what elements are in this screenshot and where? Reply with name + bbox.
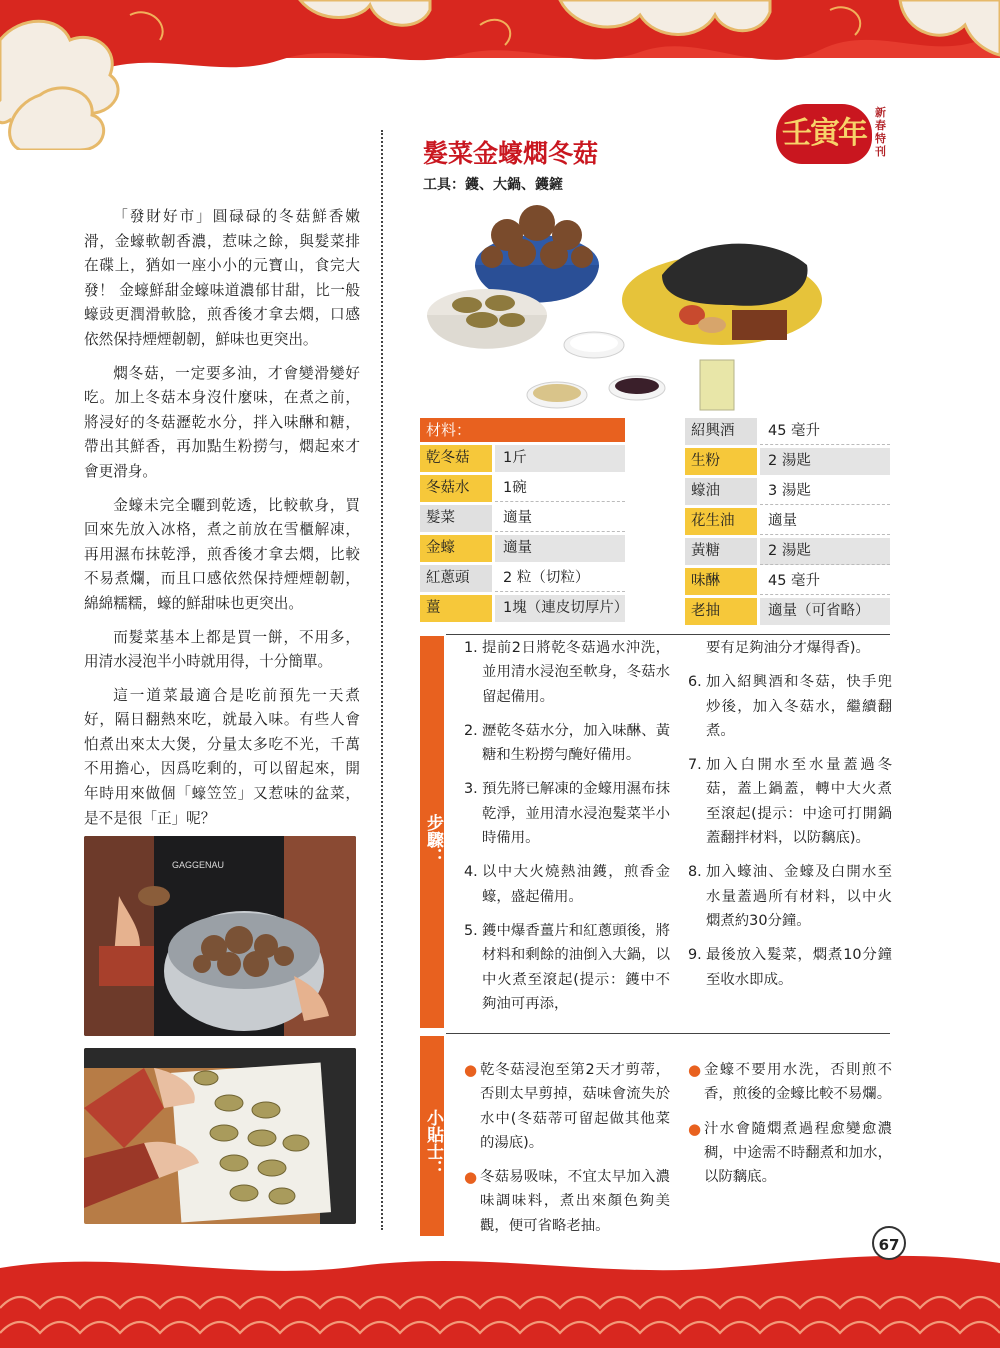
recipe-tools: 工具：鑊、大鍋、鑊鏟 — [423, 177, 563, 193]
page-number: 67 — [872, 1226, 906, 1260]
bullet-icon: ● — [464, 1168, 478, 1187]
step-number: 3. — [464, 781, 478, 798]
tip-text: 汁水會隨燜煮過程愈變愈濃稠，中途需不時翻煮和加水，以防黐底。 — [704, 1120, 892, 1186]
step-item — [688, 943, 892, 992]
ingredient-row — [685, 508, 890, 535]
ingredient-row — [420, 445, 625, 472]
tips-label: 小貼士： — [420, 1036, 444, 1236]
tip-item — [688, 1058, 892, 1107]
recipe-title: 髮菜金蠔燜冬菇 — [423, 139, 599, 168]
bullet-icon: ● — [688, 1119, 702, 1138]
ingredient-name: 金蠔 — [420, 535, 492, 562]
step-item — [688, 753, 892, 850]
ingredient-amount: 1斤 — [495, 445, 625, 472]
ingredient-amount: 適量 — [495, 505, 625, 532]
ingredient-name: 味醂 — [685, 568, 757, 595]
ingredient-amount: 1塊（連皮切厚片） — [495, 595, 625, 622]
ingredient-row — [420, 565, 625, 592]
ingredient-row — [420, 505, 625, 532]
step-item — [464, 777, 670, 850]
intro-paragraph: 這一道菜最適合是吃前預先一天煮好，隔日翻熱來吃，就最入味。有些人會怕煮出來太大煲，分量太多吃不光，千萬不用擔心，因爲吃剩的，可以留起來，開年時用來做個「蠔笠笠」又惹味的盆菜，是不是很「正」呢？ — [84, 686, 360, 827]
step-number: 8. — [688, 864, 702, 881]
badge-side-text: 新春特刊 — [875, 106, 886, 158]
step-text: 鑊中爆香薑片和紅蔥頭後，將材料和剩餘的油倒入大鍋，以中火煮至滾起(提示：鑊中不夠油可再添， — [482, 922, 670, 1012]
intro-paragraph: 燜冬菇，一定要多油，才會變滑變好吃。加上冬菇本身沒什麼味，在煮之前，將浸好的冬菇瀝乾水分，拌入味醂和糖，帶出其鮮香，再加點生粉撈勻，燜起來才會更滑身。 — [84, 364, 360, 480]
intro-paragraph: 「發財好市」圓碌碌的冬菇鮮香嫩滑，金蠔軟韌香濃，惹味之餘，與髮菜排在碟上，猶如一座小小的元寶山，食完大發！ 金蠔鮮甜金蠔味道濃郁甘甜，比一般蠔豉更潤滑軟腍，煎香後才拿去燜，口感依然保持煙煙韌韌，鮮味也更突出。 — [84, 208, 360, 348]
step-item — [688, 860, 892, 933]
ingredients-photo — [412, 195, 852, 417]
ingredient-amount: 45 毫升 — [760, 568, 890, 595]
ingredient-name: 薑 — [420, 595, 492, 622]
step-number: 7. — [688, 757, 702, 774]
ingredient-name: 紅蔥頭 — [420, 565, 492, 592]
ingredient-name: 生粉 — [685, 448, 757, 475]
ingredient-name: 老抽 — [685, 598, 757, 625]
ingredient-row — [685, 418, 890, 445]
step-item — [464, 719, 670, 768]
step-text: 加入蠔油、金蠔及白開水至水量蓋過所有材料，以中火燜煮約30分鐘。 — [706, 864, 892, 929]
ingredient-name: 冬菇水 — [420, 475, 492, 502]
ingredient-amount: 2 湯匙 — [760, 538, 890, 565]
step-item — [464, 636, 670, 709]
intro-paragraph: 金蠔未完全曬到乾透，比較軟身，買回來先放入冰格，煮之前放在雪櫃解凍，再用濕布抹乾淨，煎香後才拿去燜，比較不易煮爛，而且口感依然保持煙煙韌韌，綿綿糯糯，蠔的鮮甜味也更突出。 — [84, 496, 360, 612]
tip-text: 金蠔不要用水洗，否則煎不香，煎後的金蠔比較不易爛。 — [704, 1062, 892, 1103]
intro-text — [84, 205, 360, 840]
step-continuation: 要有足夠油分才爆得香)。 — [706, 640, 870, 656]
oysters-tray-photo — [84, 1048, 356, 1224]
ingredient-row — [420, 475, 625, 502]
intro-paragraph: 而髮菜基本上都是買一餅，不用多，用清水浸泡半小時就用得，十分簡單。 — [84, 628, 360, 671]
step-text: 瀝乾冬菇水分，加入味醂、黃糖和生粉撈勻醃好備用。 — [482, 722, 670, 764]
bullet-icon: ● — [688, 1061, 702, 1079]
ingredient-row — [685, 598, 890, 625]
tip-text: 乾冬菇浸泡至第2天才剪蒂，否則太早剪掉，菇味會流失於水中(冬菇蒂可留起做其他菜的湯底)。 — [480, 1062, 670, 1151]
step-text: 加入白開水至水量蓋過冬菇，蓋上鍋蓋，轉中大火煮至滾起(提示：中途可打開鍋蓋翻拌材料，以防黐底)。 — [706, 757, 892, 847]
step-text: 加入紹興酒和冬菇，快手兜炒後，加入冬菇水，繼續翻煮。 — [706, 674, 892, 739]
steps-label: 步驟： — [420, 636, 444, 1028]
step-text: 最後放入髮菜，燜煮10分鐘至收水即成。 — [706, 947, 892, 988]
tip-item — [688, 1117, 892, 1190]
ingredients-table-right — [685, 418, 890, 625]
ingredient-amount: 2 湯匙 — [760, 448, 890, 475]
tips-divider — [446, 1033, 890, 1034]
tip-item — [464, 1058, 670, 1155]
step-number: 4. — [464, 864, 478, 881]
step-text: 以中大火燒熱油鑊，煎香金蠔，盛起備用。 — [482, 864, 670, 905]
steps-column-1 — [464, 636, 670, 1026]
tips-column-2 — [688, 1058, 892, 1199]
step-item — [464, 919, 670, 1016]
ingredient-name: 蠔油 — [685, 478, 757, 505]
ingredients-table-left — [420, 418, 629, 622]
step-text: 提前2日將乾冬菇過水沖洗，並用清水浸泡至軟身，冬菇水留起備用。 — [482, 640, 670, 705]
ingredient-row — [685, 448, 890, 475]
ingredient-name: 髮菜 — [420, 505, 492, 532]
step-number: 2. — [464, 722, 478, 739]
step-item — [688, 670, 892, 743]
ingredients-label: 材料： — [420, 418, 625, 442]
ingredient-amount: 適量（可省略） — [760, 598, 890, 625]
ingredient-name: 黃糖 — [685, 538, 757, 565]
step-number: 9. — [688, 947, 702, 964]
bullet-icon: ● — [464, 1061, 478, 1079]
column-divider — [381, 130, 383, 1230]
ingredient-row — [685, 538, 890, 565]
ingredient-name: 花生油 — [685, 508, 757, 535]
chef-bowl-photo — [84, 836, 356, 1036]
ingredient-row — [685, 568, 890, 595]
ingredient-name: 乾冬菇 — [420, 445, 492, 472]
ingredient-row — [420, 535, 625, 562]
ingredient-amount: 45 毫升 — [760, 418, 890, 445]
ingredient-name: 紹興酒 — [685, 418, 757, 445]
ingredient-row — [685, 478, 890, 505]
step-number: 6. — [688, 674, 702, 691]
new-year-badge — [776, 104, 902, 164]
tips-column-1 — [464, 1058, 670, 1248]
step-number: 1. — [464, 640, 478, 656]
tip-text: 冬菇易吸味，不宜太早加入濃味調味料，煮出來顏色夠美觀，便可省略老抽。 — [480, 1169, 670, 1234]
steps-column-2 — [688, 636, 892, 1002]
step-text: 預先將已解凍的金蠔用濕布抹乾淨，並用清水浸泡髮菜半小時備用。 — [482, 781, 670, 847]
ingredient-amount: 1碗 — [495, 475, 625, 502]
ingredient-amount: 3 湯匙 — [760, 478, 890, 505]
bottom-wave-banner — [0, 1238, 1000, 1348]
ingredient-amount: 2 粒（切粒） — [495, 565, 625, 592]
apron-text: GAGGENAU — [172, 860, 225, 870]
step-item — [464, 860, 670, 909]
badge-main-text: 壬寅年 — [776, 104, 872, 164]
tip-item — [464, 1165, 670, 1238]
ingredient-row — [420, 595, 629, 622]
ingredient-amount: 適量 — [495, 535, 625, 562]
steps-divider — [446, 634, 890, 635]
ingredient-amount: 適量 — [760, 508, 890, 535]
step-number: 5. — [464, 922, 478, 939]
